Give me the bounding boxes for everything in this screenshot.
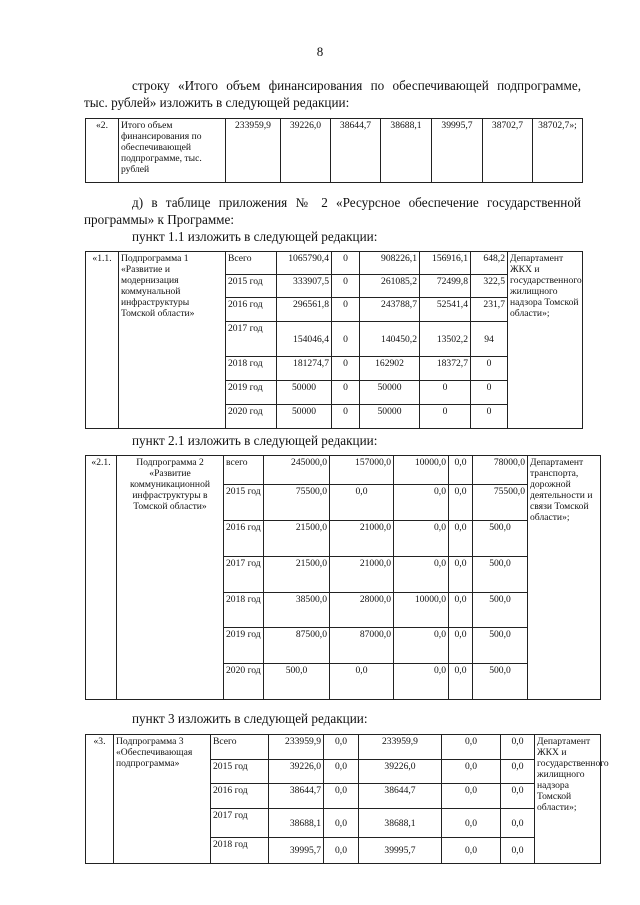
table-cell: 0 bbox=[332, 322, 360, 357]
period-cell: 2018 год bbox=[226, 357, 277, 381]
table-cell: 39995,7 bbox=[359, 838, 442, 864]
table-cell: 38500,0 bbox=[264, 593, 330, 628]
table-cell: 0,0 bbox=[394, 521, 449, 557]
period-cell: 2016 год bbox=[224, 521, 264, 557]
table-cell: 39226,0 bbox=[359, 760, 442, 784]
table-cell: 500,0 bbox=[473, 521, 528, 557]
table-cell: 500,0 bbox=[264, 664, 330, 700]
period-cell: 2015 год bbox=[224, 485, 264, 521]
period-cell: 2015 год bbox=[226, 275, 277, 298]
department-cell: Департамент ЖКХ и государственного жилищного надзора Томской области»; bbox=[535, 735, 601, 864]
table-cell: 322,5 bbox=[471, 275, 508, 298]
table-cell: 500,0 bbox=[473, 557, 528, 593]
paragraph-line: пункт 2.1 изложить в следующей редакции: bbox=[132, 433, 378, 448]
table-cell: 38702,7 bbox=[483, 119, 533, 183]
period-cell: 2020 год bbox=[226, 405, 277, 429]
table-cell: 0,0 bbox=[394, 664, 449, 700]
table-cell: 0 bbox=[332, 275, 360, 298]
table-cell: 39995,7 bbox=[269, 838, 324, 864]
table-cell: 50000 bbox=[277, 405, 332, 429]
paragraph-line: д) в таблице приложения № 2 «Ресурсное обеспечение государственной bbox=[132, 195, 581, 210]
table-cell: 162902 bbox=[360, 357, 420, 381]
table-cell: 154046,4 bbox=[277, 322, 332, 357]
table-cell: 908226,1 bbox=[360, 252, 420, 275]
table-cell: 0 bbox=[332, 357, 360, 381]
table-cell: 0,0 bbox=[449, 485, 473, 521]
subprogram-1-table bbox=[85, 251, 583, 429]
table-cell: 233959,9 bbox=[226, 119, 281, 183]
table-cell: 233959,9 bbox=[269, 735, 324, 760]
table-cell: 0,0 bbox=[442, 809, 501, 838]
period-cell: всего bbox=[224, 456, 264, 485]
table-cell: 0,0 bbox=[330, 664, 394, 700]
paragraph-line: пункт 3 изложить в следующей редакции: bbox=[132, 711, 368, 726]
table-cell: 78000,0 bbox=[473, 456, 528, 485]
page-number: 8 bbox=[316, 44, 324, 59]
table-cell: 52541,4 bbox=[420, 298, 471, 322]
department-cell: Департамент ЖКХ и государственного жилищного надзора Томской области»; bbox=[508, 252, 583, 429]
period-cell: 2018 год bbox=[211, 838, 269, 864]
table-cell: 13502,2 bbox=[420, 322, 471, 357]
table-cell: 0,0 bbox=[449, 593, 473, 628]
table-cell: 0,0 bbox=[501, 760, 535, 784]
table-cell: 1065790,4 bbox=[277, 252, 332, 275]
table-cell: 0,0 bbox=[442, 784, 501, 809]
table-cell: 0,0 bbox=[501, 809, 535, 838]
table-cell: 38702,7»; bbox=[533, 119, 583, 183]
table-cell: 21500,0 bbox=[264, 557, 330, 593]
table-cell: 0,0 bbox=[394, 557, 449, 593]
table-cell: 28000,0 bbox=[330, 593, 394, 628]
row-name: Подпрограмма 3 «Обеспечивающая подпрограмма» bbox=[114, 735, 211, 864]
paragraph-line: пункт 1.1 изложить в следующей редакции: bbox=[132, 229, 378, 244]
table-cell: 0,0 bbox=[442, 735, 501, 760]
period-cell: 2017 год bbox=[211, 809, 269, 838]
table-cell: 21500,0 bbox=[264, 521, 330, 557]
table-cell: 39226,0 bbox=[269, 760, 324, 784]
period-cell: 2016 год bbox=[211, 784, 269, 809]
table-cell: 0,0 bbox=[442, 760, 501, 784]
table-cell: 0,0 bbox=[324, 809, 359, 838]
table-cell: 0 bbox=[332, 298, 360, 322]
table-cell: 0 bbox=[332, 381, 360, 405]
table-cell: 75500,0 bbox=[473, 485, 528, 521]
period-cell: 2019 год bbox=[226, 381, 277, 405]
subprogram-2-table bbox=[85, 455, 601, 700]
table-cell: 233959,9 bbox=[359, 735, 442, 760]
table-cell: 140450,2 bbox=[360, 322, 420, 357]
table-cell: 261085,2 bbox=[360, 275, 420, 298]
table-cell: 75500,0 bbox=[264, 485, 330, 521]
table-cell: 0,0 bbox=[330, 485, 394, 521]
table-cell: 10000,0 bbox=[394, 456, 449, 485]
table-cell: 0,0 bbox=[449, 456, 473, 485]
table-cell: 245000,0 bbox=[264, 456, 330, 485]
row-number: «2. bbox=[86, 119, 119, 183]
row-number: «2.1. bbox=[86, 456, 117, 700]
table-cell: 38644,7 bbox=[359, 784, 442, 809]
table-cell: 0 bbox=[471, 381, 508, 405]
table-cell: 500,0 bbox=[473, 628, 528, 664]
table-cell: 0,0 bbox=[324, 735, 359, 760]
row-name: Подпрограмма 1 «Развитие и модернизация коммунальной инфраструктуры Томской области» bbox=[119, 252, 226, 429]
table-cell: 18372,7 bbox=[420, 357, 471, 381]
table-cell: 39995,7 bbox=[432, 119, 483, 183]
paragraph-line: тыс. рублей» изложить в следующей редакции: bbox=[84, 95, 350, 110]
row-number: «3. bbox=[86, 735, 114, 864]
paragraph-line: программы» к Программе: bbox=[84, 212, 235, 227]
period-cell: 2015 год bbox=[211, 760, 269, 784]
table-cell: 0,0 bbox=[324, 760, 359, 784]
period-cell: 2020 год bbox=[224, 664, 264, 700]
table-cell: 50000 bbox=[360, 405, 420, 429]
table-cell: 231,7 bbox=[471, 298, 508, 322]
table-cell: 21000,0 bbox=[330, 521, 394, 557]
table-cell: 38644,7 bbox=[331, 119, 381, 183]
department-cell: Департамент транспорта, дорожной деятельности и связи Томской области»; bbox=[528, 456, 601, 700]
table-cell: 94 bbox=[471, 322, 508, 357]
table-cell: 87500,0 bbox=[264, 628, 330, 664]
table-cell: 0,0 bbox=[394, 628, 449, 664]
table-cell: 50000 bbox=[360, 381, 420, 405]
table-cell: 0,0 bbox=[394, 485, 449, 521]
total-financing-table bbox=[85, 118, 583, 183]
table-cell: 0,0 bbox=[324, 784, 359, 809]
table-cell: 0 bbox=[420, 381, 471, 405]
table-cell: 38688,1 bbox=[381, 119, 432, 183]
table-cell: 38688,1 bbox=[359, 809, 442, 838]
table-cell: 50000 bbox=[277, 381, 332, 405]
period-cell: 2018 год bbox=[224, 593, 264, 628]
paragraph-line: строку «Итого объем финансирования по обеспечивающей подпрограмме, bbox=[132, 78, 581, 93]
table-cell: 87000,0 bbox=[330, 628, 394, 664]
table-cell: 0 bbox=[332, 405, 360, 429]
table-cell: 0 bbox=[471, 405, 508, 429]
table-cell: 296561,8 bbox=[277, 298, 332, 322]
period-cell: 2017 год bbox=[224, 557, 264, 593]
table-cell: 0 bbox=[471, 357, 508, 381]
table-cell: 500,0 bbox=[473, 593, 528, 628]
table-cell: 0,0 bbox=[442, 838, 501, 864]
table-cell: 39226,0 bbox=[281, 119, 331, 183]
table-cell: 10000,0 bbox=[394, 593, 449, 628]
table-cell: 0,0 bbox=[449, 628, 473, 664]
table-cell: 0 bbox=[420, 405, 471, 429]
table-cell: 72499,8 bbox=[420, 275, 471, 298]
row-number: «1.1. bbox=[86, 252, 119, 429]
period-cell: 2019 год bbox=[224, 628, 264, 664]
table-cell: 648,2 bbox=[471, 252, 508, 275]
table-cell: 0,0 bbox=[501, 784, 535, 809]
table-cell: 38688,1 bbox=[269, 809, 324, 838]
subprogram-3-table bbox=[85, 734, 609, 864]
row-name: Подпрограмма 2 «Развитие коммуникационной инфраструктуры в Томской области» bbox=[117, 456, 224, 700]
table-cell: 333907,5 bbox=[277, 275, 332, 298]
table-cell: 243788,7 bbox=[360, 298, 420, 322]
table-cell: 0,0 bbox=[449, 557, 473, 593]
period-cell: 2016 год bbox=[226, 298, 277, 322]
table-cell: 157000,0 bbox=[330, 456, 394, 485]
table-cell: 0,0 bbox=[449, 664, 473, 700]
table-cell: 0 bbox=[332, 252, 360, 275]
table-cell: 500,0 bbox=[473, 664, 528, 700]
table-cell: 181274,7 bbox=[277, 357, 332, 381]
table-cell: 21000,0 bbox=[330, 557, 394, 593]
table-cell: 0,0 bbox=[449, 521, 473, 557]
period-cell: Всего bbox=[226, 252, 277, 275]
table-cell: 0,0 bbox=[501, 838, 535, 864]
period-cell: Всего bbox=[211, 735, 269, 760]
row-name: Итого объем финансирования по обеспечивающей подпрограмме, тыс. рублей bbox=[119, 119, 226, 183]
table-cell: 38644,7 bbox=[269, 784, 324, 809]
period-cell: 2017 год bbox=[226, 322, 277, 357]
table-cell: 0,0 bbox=[324, 838, 359, 864]
table-cell: 0,0 bbox=[501, 735, 535, 760]
table-cell: 156916,1 bbox=[420, 252, 471, 275]
